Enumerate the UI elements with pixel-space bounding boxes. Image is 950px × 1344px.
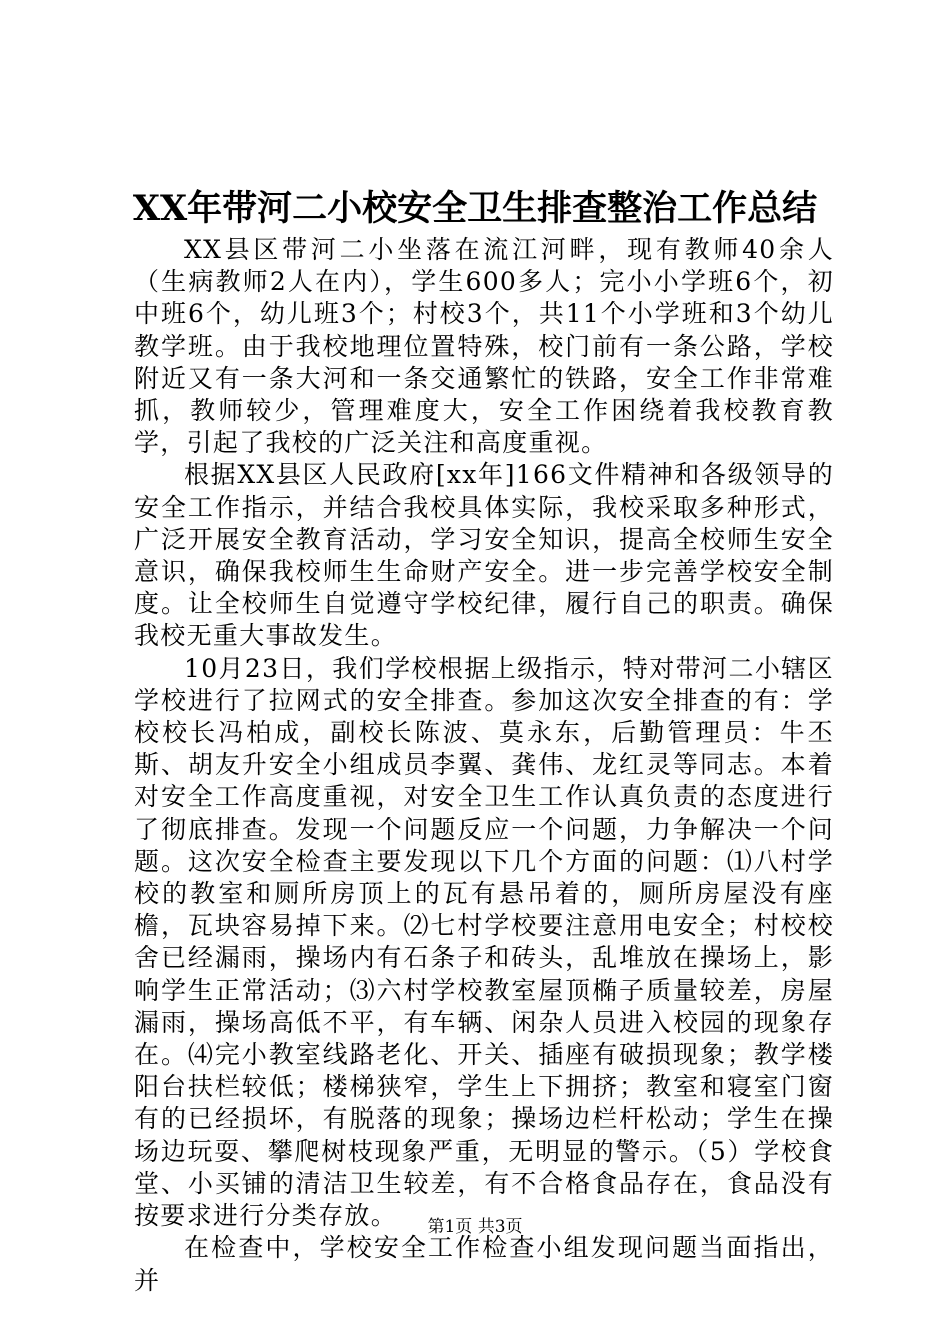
paragraph-4: 在检查中，学校安全工作检查小组发现问题当面指出，并 [134, 1233, 834, 1295]
paragraph-2: 根据XX县区人民政府[xx年]166文件精神和各级领导的安全工作指示，并结合我校具体实际，我校采取多种形式，广泛开展安全教育活动，学习安全知识，提高全校师生安全意识，确保我校师生生命财产安全。进一步完善学校安全制度。让全校师生自觉遵守学校纪律，履行自己的职责。确保我校无重大事故发生。 [134, 460, 834, 651]
document-title: XX年带河二小校安全卫生排查整治工作总结 [132, 188, 818, 229]
paragraph-1: XX县区带河二小坐落在流江河畔，现有教师40余人（生病教师2人在内），学生600多人；完小小学班6个，初中班6个，幼儿班3个；村校3个，共11个小学班和3个幼儿教学班。由于我校地理位置特殊，校门前有一条公路，学校附近又有一条大河和一条交通繁忙的铁路，安全工作非常难抓，教师较少，管理难度大，安全工作困绕着我校教育教学，引起了我校的广泛关注和高度重视。 [134, 235, 834, 458]
paragraph-3: 10月23日，我们学校根据上级指示，特对带河二小辖区学校进行了拉网式的安全排查。参加这次安全排查的有：学校校长冯柏成，副校长陈波、莫永东，后勤管理员：牛丕斯、胡友升安全小组成员李翼、龚伟、龙红灵等同志。本着对安全工作高度重视，对安全卫生工作认真负责的态度进行了彻底排查。发现一个问题反应一个问题，力争解决一个问题。这次安全检查主要发现以下几个方面的问题：⑴八村学校的教室和厕所房顶上的瓦有悬吊着的，厕所房屋没有座檐，瓦块容易掉下来。⑵七村学校要注意用电安全；村校校舍已经漏雨，操场内有石条子和砖头，乱堆放在操场上，影响学生正常活动；⑶六村学校教室屋顶椭子质量较差，房屋漏雨，操场高低不平，有车辆、闲杂人员进入校园的现象存在。⑷完小教室线路老化、开关、插座有破损现象；教学楼阳台扶栏较低；楼梯狭窄，学生上下拥挤；教室和寝室门窗有的已经损坏，有脱落的现象；操场边栏杆松动；学生在操场边玩耍、攀爬树枝现象严重，无明显的警示。（5）学校食堂、小买铺的清洁卫生较差，有不合格食品存在，食品没有按要求进行分类存放。 [134, 653, 834, 1231]
document-body [134, 234, 834, 1297]
page-footer: 第1页 共3页 [427, 1217, 523, 1237]
